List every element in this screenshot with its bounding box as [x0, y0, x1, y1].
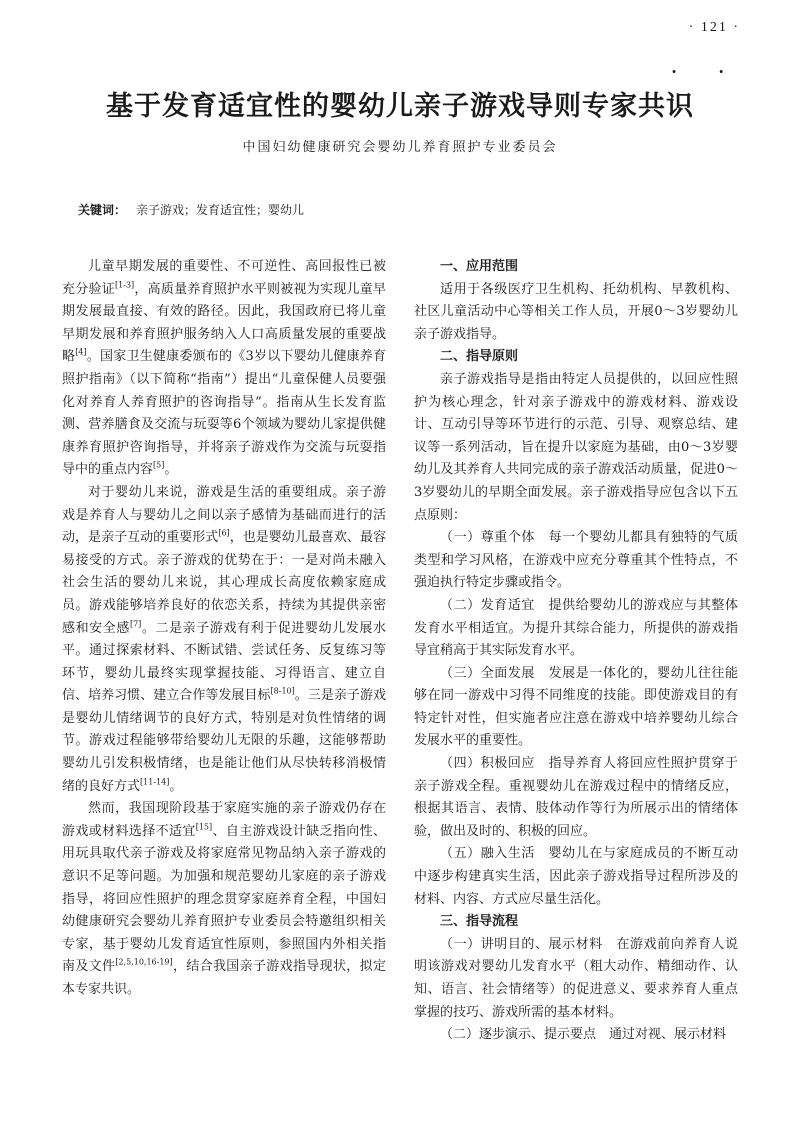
citation-ref: [1-3]	[115, 280, 135, 290]
paragraph-intro: 儿童早期发展的重要性、不可逆性、高回报性已被充分验证[1-3]，高质量养育照护水平则被视为实现儿童早期发展最直接、有效的路径。因此，我国政府已将儿童早期发展和养育照护服务纳入人口高质量发展的重要战略[4]。国家卫生健康委颁布的《3岁以下婴幼儿健康养育照护指南》（以下简称“指南”）提出“儿童保健人员要强化对养育人养育照护的咨询指导”。指南从生长发育监测、营养膳食及交流与玩耍等6个领域为婴幼儿家提供健康养育照护咨询指导，并将亲子游戏作为交流与玩耍指导中的重点内容[5]。	[62, 259, 386, 478]
page-number: · 121 ·	[688, 20, 740, 35]
section-heading-scope: 一、应用范围	[440, 259, 519, 274]
section-heading-principles: 二、指导原则	[440, 349, 519, 365]
header-dots: · ·	[671, 62, 742, 81]
article-author: 中国妇幼健康研究会婴幼儿养育照护专业委员会	[242, 140, 558, 155]
citation-ref: [2,5,10,16-19]	[115, 958, 173, 968]
principle-item: （五）融入生活 婴幼儿在与家庭成员的不断互动中逐步构建真实生活，因此亲子游戏指导过程所涉及的材料、内容、方式应尽量生活化。	[414, 846, 738, 907]
process-step: （一）讲明目的、展示材料 在游戏前向养育人说明该游戏对婴幼儿发育水平（粗大动作、精细动作、认知、语言、社会情绪等）的促进意义、要求养育人重点掌握的技巧、游戏所需的基本材料。	[414, 936, 738, 1020]
paragraph-principles: 亲子游戏指导是指由特定人员提供的，以回应性照护为核心理念，针对亲子游戏中的游戏材料、游戏设计、互动引导等环节进行的示范、引导、观察总结、建议等一系列活动，旨在提升以家庭为基础，由0～3岁婴幼儿及其养育人共同完成的亲子游戏活动质量，促进0～3岁婴幼儿的早期全面发展。亲子游戏指导应包含以下五点原则：	[414, 371, 738, 523]
paragraph-play-importance: 对于婴幼儿来说，游戏是生活的重要组成。亲子游戏是养育人与婴幼儿之间以亲子感情为基础而进行的活动，是亲子互动的重要形式[6]，也是婴幼儿最喜欢、最容易接受的方式。亲子游戏的优势在于：一是对尚未融入社会生活的婴幼儿来说，其心理成长高度依赖家庭成员。游戏能够培养良好的依恋关系，持续为其提供亲密感和安全感[7]。二是亲子游戏有利于促进婴幼儿发展水平。通过探索材料、不断试错、尝试任务、反复练习等环节，婴幼儿最终实现掌握技能、习得语言、建立自信、培养习惯、建立合作等发展目标[8-10]。三是亲子游戏是婴幼儿情绪调节的良好方式，特别是对负性情绪的调节。游戏过程能够带给婴幼儿无限的乐趣，这能够帮助婴幼儿引发积极情绪，也是能让他们从尽快转移消极情绪的良好方式[11-14]。	[62, 484, 386, 794]
keywords-label: 关键词：	[78, 203, 127, 217]
article-title: 基于发育适宜性的婴幼儿亲子游戏导则专家共识	[106, 91, 694, 122]
principle-item: （四）积极回应 指导养育人将回应性照护贯穿于亲子游戏全程。重视婴幼儿在游戏过程中的情绪反应，根据其语言、表情、肢体动作等行为所展示出的情绪体验，做出及时的、积极的回应。	[414, 756, 738, 839]
citation-ref: [5]	[153, 461, 165, 471]
paragraph-current-issues: 然而，我国现阶段基于家庭实施的亲子游戏仍存在游戏或材料选择不适宜[15]、自主游戏设计缺乏指向性、用玩具取代亲子游戏及将家庭常见物品纳入亲子游戏的意识不足等问题。为加强和规范婴幼儿家庭的亲子游戏指导，将回应性照护的理念贯穿家庭养育全程，中国妇幼健康研究会婴幼儿养育照护专业委员会特邀组织相关专家，基于婴幼儿发育适宜性原则，参照国内外相关指南及文件[2,5,10,16-19]，结合我国亲子游戏指导现状，拟定本专家共识。	[62, 801, 386, 997]
citation-ref: [7]	[129, 619, 142, 629]
left-column	[62, 256, 386, 1002]
section-heading-process: 三、指导流程	[440, 914, 519, 930]
citation-ref: [4]	[75, 348, 87, 358]
citation-ref: [11-14]	[140, 777, 170, 787]
process-step: （二）逐步演示、提示要点 通过对视、展示材料	[440, 1027, 727, 1043]
keywords-text: 亲子游戏；发育适宜性；婴幼儿	[136, 203, 305, 217]
keywords	[78, 201, 304, 218]
principle-item: （三）全面发展 发展是一体化的，婴幼儿往往能够在同一游戏中习得不同维度的技能。即使游戏目的有特定针对性，但实施者应注意在游戏中培养婴幼儿综合发展水平的重要性。	[414, 665, 738, 749]
right-column	[414, 256, 738, 1047]
citation-ref: [15]	[195, 822, 213, 832]
principle-item: （一）尊重个体 每一个婴幼儿都具有独特的气质类型和学习风格，在游戏中应充分尊重其个性特点，不强迫执行特定步骤或指令。	[414, 530, 738, 591]
citation-ref: [8-10]	[270, 686, 295, 696]
citation-ref: [6]	[218, 528, 230, 538]
paragraph-scope: 适用于各级医疗卫生机构、托幼机构、早教机构、社区儿童活动中心等相关工作人员，开展0～3岁婴幼儿亲子游戏指导。	[414, 281, 738, 342]
principle-item: （二）发育适宜 提供给婴幼儿的游戏应与其整体发育水平相适宜。为提升其综合能力，所提供的游戏指导宜稍高于其实际发育水平。	[414, 597, 738, 659]
